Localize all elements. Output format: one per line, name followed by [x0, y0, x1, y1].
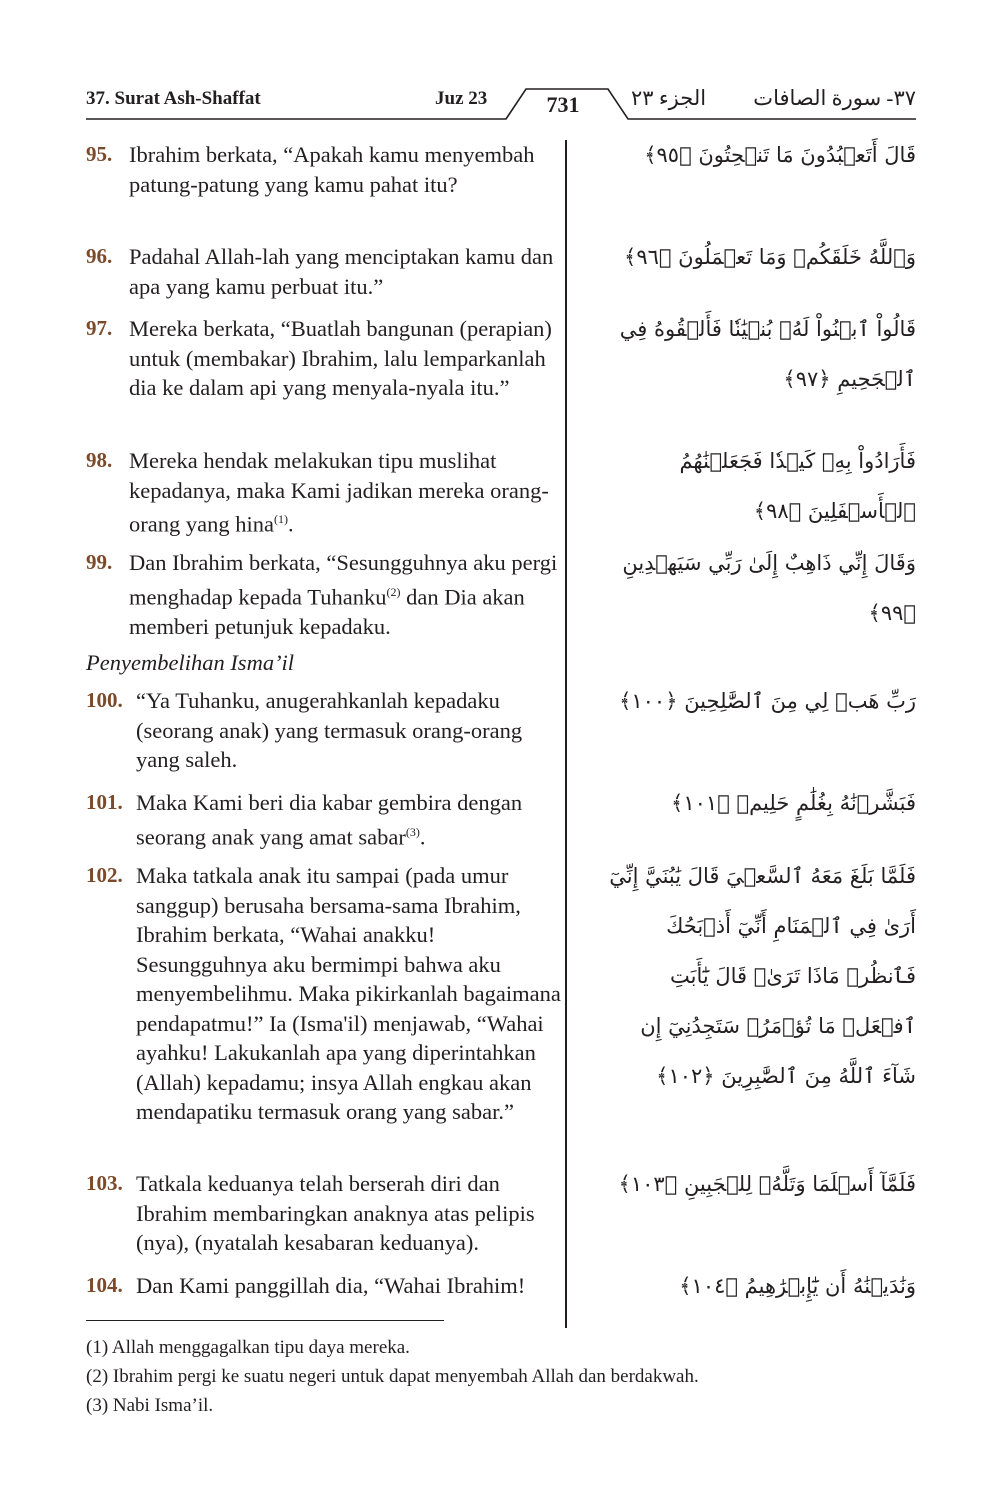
verse-translation: Tatkala keduanya telah berserah diri dan Ibrahim membaringkan anaknya atas pelipis (nya), (nyatalah kesabaran keduanya). [136, 1171, 535, 1255]
verse-arabic: قَالَ أَتَعۡبُدُونَ مَا تَنۡحِتُونَ ﴿٩٥﴾ [644, 143, 916, 167]
verse-translation: Ibrahim berkata, “Apakah kamu menyembah patung-patung yang kamu pahat itu? [129, 142, 535, 197]
footnote-1: (1) Allah menggagalkan tipu daya mereka. [86, 1337, 410, 1358]
verse-arabic: وَقَالَ إِنِّي ذَاهِبٌ إِلَىٰ رَبِّي سَيَهۡدِينِ ﴿٩٩﴾ [622, 551, 916, 625]
juz-label-latin: Juz 23 [435, 88, 488, 109]
footnote-3: (3) Nabi Isma’il. [86, 1395, 214, 1416]
verse-arabic: فَأَرَادُواْ بِهِۦ كَيۡدٗا فَجَعَلۡنَٰهُمُ ٱلۡأَسۡفَلِينَ ﴿٩٨﴾ [679, 449, 916, 523]
verse-number: 101. [86, 790, 123, 814]
footnote-2: (2) Ibrahim pergi ke suatu negeri untuk dapat menyembah Allah dan berdakwah. [86, 1366, 699, 1387]
footnote-ref: (1) [273, 512, 288, 526]
verse-translation: Dan Kami panggillah dia, “Wahai Ibrahim! [136, 1273, 526, 1298]
verse-arabic: قَالُواْ ٱبۡنُواْ لَهُۥ بُنۡيَٰنٗا فَأَلۡقُوهُ فِي ٱلۡجَحِيمِ ﴿٩٧﴾ [619, 317, 916, 391]
verse-translation: “Ya Tuhanku, anugerahkanlah kepadaku (seorang anak) yang termasuk orang-orang yang saleh. [136, 688, 523, 772]
page-number: 731 [546, 92, 580, 117]
verse-number: 100. [86, 688, 123, 712]
verse-translation: Mereka hendak melakukan tipu muslihat kepadanya, maka Kami jadikan mereka orang-orang yang hina$^{(1)}$. [129, 448, 549, 537]
juz-label-arabic: الجزء ٢٣ [631, 86, 707, 110]
verse-arabic: وَنَٰدَيۡنَٰهُ أَن يَٰٓإِبۡرَٰهِيمُ ﴿١٠٤﴾ [679, 1274, 916, 1298]
verse-arabic: رَبِّ هَبۡ لِي مِنَ ٱلصَّٰلِحِينَ ﴿١٠٠﴾ [619, 689, 916, 713]
surah-title-arabic: ٣٧- سورة الصافات [753, 86, 916, 110]
verse-translation: Padahal Allah-lah yang menciptakan kamu dan apa yang kamu perbuat itu.” [129, 244, 554, 299]
surah-title-latin: 37. Surat Ash-Shaffat [86, 88, 261, 109]
verse-number: 97. [86, 316, 113, 340]
page-header [86, 86, 916, 126]
verse-number: 102. [86, 863, 123, 887]
verse-arabic: وَٱللَّهُ خَلَقَكُمۡ وَمَا تَعۡمَلُونَ ﴿٩٦﴾ [624, 245, 916, 269]
verse-arabic: فَلَمَّآ أَسۡلَمَا وَتَلَّهُۥ لِلۡجَبِينِ ﴿١٠٣﴾ [618, 1172, 916, 1196]
verse-translation: Mereka berkata, “Buatlah bangunan (perapian) untuk (membakar) Ibrahim, lalu lemparkanlah dia ke dalam api yang menyala-nyala itu.” [129, 316, 552, 400]
verse-arabic: فَلَمَّا بَلَغَ مَعَهُ ٱلسَّعۡيَ قَالَ يَٰبُنَيَّ إِنِّيٓ أَرَىٰ فِي ٱلۡمَنَامِ أَنِّيٓ أَذۡبَحُكَ فَٱنظُرۡ مَاذَا تَرَىٰۚ قَالَ يَٰٓأَبَتِ ٱفۡعَلۡ مَا تُؤۡمَرُۖ سَتَجِدُنِيٓ إِن شَآءَ ٱللَّهُ مِنَ ٱلصَّٰبِرِينَ ﴿١٠٢﴾ [609, 864, 916, 1088]
verse-number: 104. [86, 1273, 123, 1297]
verse-translation: Maka Kami beri dia kabar gembira dengan seorang anak yang amat sabar$^{(3)}$. [136, 790, 523, 849]
footnote-ref: (3) [405, 824, 420, 839]
verse-number: 98. [86, 448, 113, 472]
verse-number: 99. [86, 550, 113, 574]
footnote-separator [86, 1320, 444, 1321]
verse-number: 95. [86, 142, 113, 166]
verse-translation: Maka tatkala anak itu sampai (pada umur sanggup) berusaha bersama-sama Ibrahim, Ibrahim berkata, “Wahai anakku! Sesungguhnya aku bermimpi bahwa aku menyembelihmu. Maka pikirkanlah bagaimana pendapatmu!” Ia (Isma'il) menjawab, “Wahai ayahku! Lakukanlah apa yang diperintahkan (Allah) kepadamu; insya Allah engkau akan mendapatiku termasuk orang yang sabar.” [136, 863, 561, 1124]
verse-number: 96. [86, 244, 113, 268]
verse-number: 103. [86, 1171, 123, 1195]
section-heading: Penyembelihan Isma’il [86, 650, 295, 675]
footnote-ref: (2) [386, 584, 401, 599]
verse-arabic: فَبَشَّرۡنَٰهُ بِغُلَٰمٍ حَلِيمٖ ﴿١٠١﴾ [671, 791, 916, 815]
verse-translation: Dan Ibrahim berkata, “Sesungguhnya aku pergi menghadap kepada Tuhanku$^{(2)}$ dan Dia akan memberi petunjuk kepadaku. [129, 550, 558, 639]
column-divider [565, 140, 567, 1328]
